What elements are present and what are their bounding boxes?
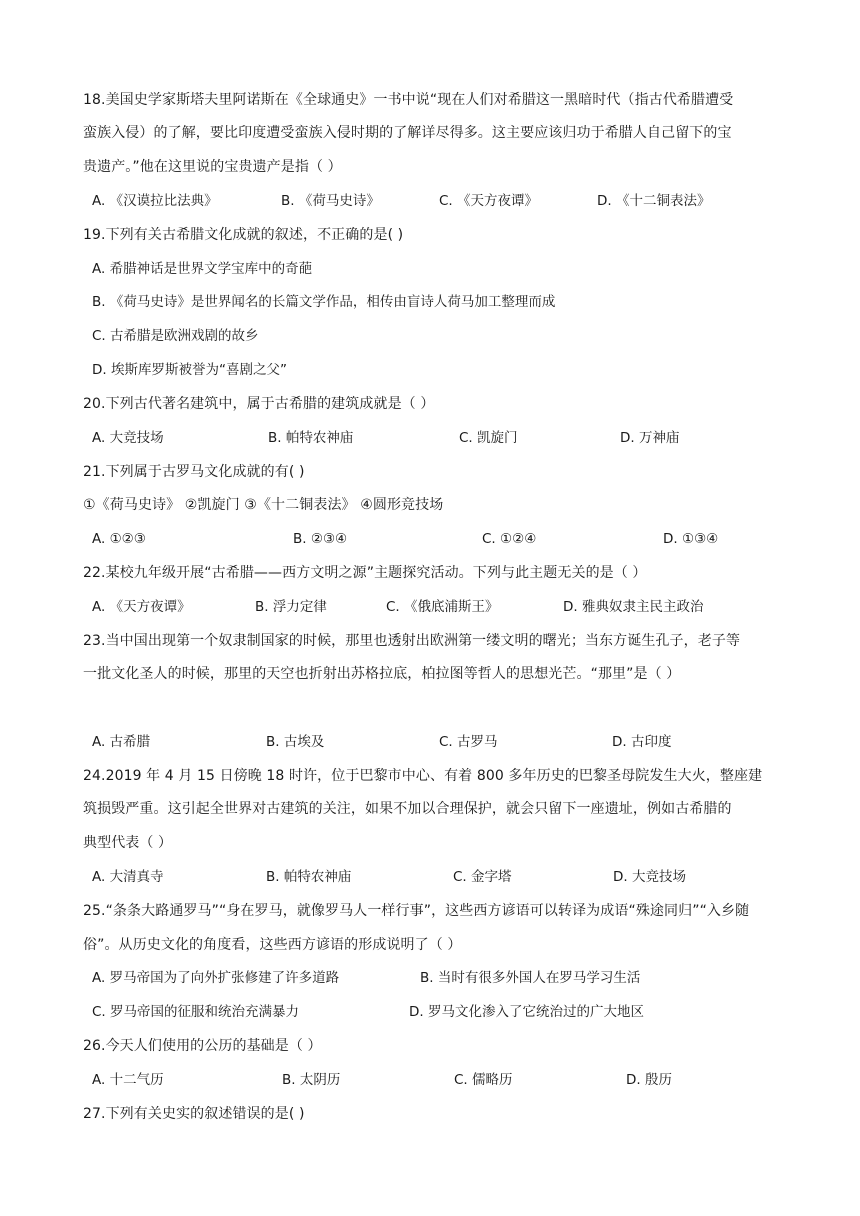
question-22-stem: 22.某校九年级开展“古希腊——西方文明之源”主题探究活动。下列与此主题无关的是（ ）: [83, 565, 647, 581]
question-18-option-b[interactable]: B. 《荷马史诗》: [281, 193, 380, 209]
question-19-option-b[interactable]: B. 《荷马史诗》是世界闻名的长篇文学作品，相传由盲诗人荷马加工整理而成: [92, 294, 556, 310]
question-18-line-2: 蛮族入侵）的了解，要比印度遭受蛮族入侵时期的了解详尽得多。这主要应该归功于希腊人自己留下的宝: [83, 125, 732, 141]
question-18-option-c[interactable]: C. 《天方夜谭》: [439, 193, 539, 209]
question-19-option-c[interactable]: C. 古希腊是欧洲戏剧的故乡: [92, 328, 259, 344]
question-24-line-1: 24.2019 年 4 月 15 日傍晚 18 时许，位于巴黎市中心、有着 800 多年历史的巴黎圣母院发生大火，整座建: [83, 768, 763, 784]
question-19-option-d[interactable]: D. 埃斯库罗斯被誉为“喜剧之父”: [92, 362, 287, 378]
question-20-option-d[interactable]: D. 万神庙: [620, 430, 680, 446]
question-24-option-d[interactable]: D. 大竞技场: [613, 869, 686, 885]
question-21-option-c[interactable]: C. ①②④: [482, 531, 537, 547]
question-22-option-b[interactable]: B. 浮力定律: [255, 599, 327, 615]
question-24-line-3: 典型代表（ ）: [83, 835, 173, 851]
question-25-option-d[interactable]: D. 罗马文化渗入了它统治过的广大地区: [409, 1004, 644, 1020]
question-19-stem: 19.下列有关古希腊文化成就的叙述，不正确的是( ): [83, 227, 404, 243]
question-18-line-1: 18.美国史学家斯塔夫里阿诺斯在《全球通史》一书中说“现在人们对希腊这一黑暗时代（指古代希腊遭受: [83, 92, 734, 108]
question-24-line-2: 筑损毁严重。这引起全世界对古建筑的关注，如果不加以合理保护，就会只留下一座遗址，例如古希腊的: [83, 801, 732, 817]
question-25-option-c[interactable]: C. 罗马帝国的征服和统治充满暴力: [92, 1004, 300, 1020]
question-26-stem: 26.今天人们使用的公历的基础是（ ）: [83, 1038, 322, 1054]
question-18-line-3: 贵遗产。”他在这里说的宝贵遗产是指（ ）: [83, 159, 342, 175]
question-18-option-a[interactable]: A. 《汉谟拉比法典》: [92, 193, 218, 209]
question-27-stem: 27.下列有关史实的叙述错误的是( ): [83, 1106, 305, 1122]
question-26-option-b[interactable]: B. 太阴历: [282, 1072, 341, 1088]
question-26-option-a[interactable]: A. 十二气历: [92, 1072, 164, 1088]
question-21-items: ①《荷马史诗》 ②凯旋门 ③《十二铜表法》 ④圆形竞技场: [83, 497, 444, 513]
question-24-option-b[interactable]: B. 帕特农神庙: [266, 869, 352, 885]
question-21-option-a[interactable]: A. ①②③: [92, 531, 146, 547]
question-18-option-d[interactable]: D. 《十二铜表法》: [597, 193, 711, 209]
question-22-option-d[interactable]: D. 雅典奴隶主民主政治: [563, 599, 704, 615]
question-22-option-c[interactable]: C. 《俄底浦斯王》: [386, 599, 499, 615]
question-25-option-a[interactable]: A. 罗马帝国为了向外扩张修建了许多道路: [92, 970, 340, 986]
question-21-stem: 21.下列属于古罗马文化成就的有( ): [83, 464, 305, 480]
question-22-option-a[interactable]: A. 《天方夜谭》: [92, 599, 191, 615]
question-25-line-2: 俗”。从历史文化的角度看，这些西方谚语的形成说明了（ ）: [83, 937, 462, 953]
question-20-option-a[interactable]: A. 大竞技场: [92, 430, 164, 446]
question-25-option-b[interactable]: B. 当时有很多外国人在罗马学习生活: [420, 970, 641, 986]
question-20-option-c[interactable]: C. 凯旋门: [459, 430, 518, 446]
question-23-option-d[interactable]: D. 古印度: [612, 734, 672, 750]
question-20-stem: 20.下列古代著名建筑中，属于古希腊的建筑成就是（ ）: [83, 396, 435, 412]
question-24-option-c[interactable]: C. 金字塔: [453, 869, 512, 885]
question-23-option-a[interactable]: A. 古希腊: [92, 734, 151, 750]
question-21-option-b[interactable]: B. ②③④: [293, 531, 348, 547]
question-23-option-b[interactable]: B. 古埃及: [266, 734, 325, 750]
question-20-option-b[interactable]: B. 帕特农神庙: [268, 430, 354, 446]
question-23-option-c[interactable]: C. 古罗马: [439, 734, 498, 750]
question-25-line-1: 25.“条条大路通罗马”“身在罗马，就像罗马人一样行事”，这些西方谚语可以转译为成语“殊途同归”“入乡随: [83, 903, 750, 919]
question-23-line-2: 一批文化圣人的时候，那里的天空也折射出苏格拉底，柏拉图等哲人的思想光芒。“那里”是（ ）: [83, 666, 681, 682]
question-26-option-d[interactable]: D. 殷历: [626, 1072, 672, 1088]
question-26-option-c[interactable]: C. 儒略历: [454, 1072, 513, 1088]
question-24-option-a[interactable]: A. 大清真寺: [92, 869, 164, 885]
question-21-option-d[interactable]: D. ①③④: [663, 531, 719, 547]
question-23-line-1: 23.当中国出现第一个奴隶制国家的时候，那里也透射出欧洲第一缕文明的曙光；当东方诞生孔子，老子等: [83, 633, 741, 649]
question-19-option-a[interactable]: A. 希腊神话是世界文学宝库中的奇葩: [92, 261, 313, 277]
